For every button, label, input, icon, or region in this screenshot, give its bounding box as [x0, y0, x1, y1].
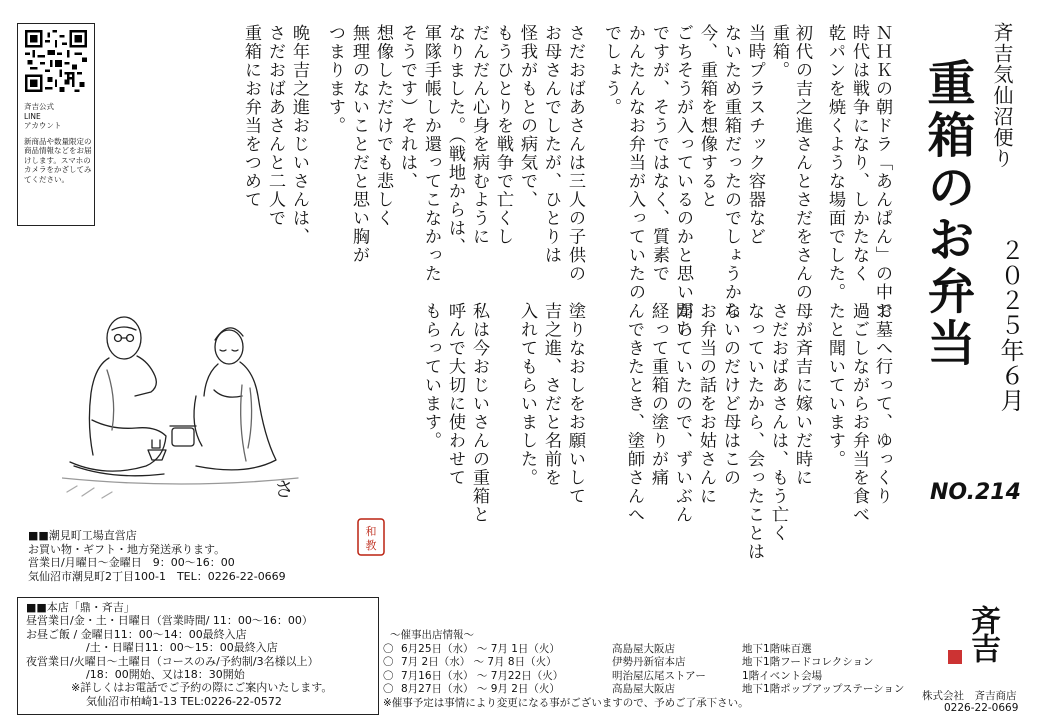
essay-column: 今、重箱を想像すると [697, 24, 717, 209]
qr-code[interactable] [25, 30, 87, 92]
event-dates: 6月25日（水） ～ 7月 1日（火） [401, 643, 560, 656]
main-store-line: 昼営業日/金・土・日曜日（営業時間/ 11：00～16：00） [26, 614, 313, 628]
page-title: 重箱のお弁当 [919, 58, 975, 370]
essay-column: ＮＨＫの朝ドラ「あんぱん」の中で [872, 24, 892, 320]
essay-column: さだおばあさんは三人の子供の [565, 24, 585, 283]
logo-stamp [948, 650, 962, 664]
essay-column: 想像しただけでも悲しく [373, 24, 393, 228]
essay-column: 初代の吉之進さんとさだをさんの [792, 24, 812, 302]
essay-column: 入れてもらいました。 [517, 302, 537, 487]
event-row [383, 656, 943, 669]
line-account-label: 斉吉公式 LINE アカウント [24, 102, 62, 130]
event-row [383, 643, 943, 656]
illustrator-signature: さ [274, 477, 294, 501]
essay-column: そうです）それは、 [397, 24, 417, 191]
company-phone: 0226-22-0669 [944, 702, 1019, 714]
main-store-line: /18：00開始、又は18：30開始 [86, 668, 245, 682]
essay-column: さだおばあさんと二人で [265, 24, 285, 228]
line-qr-panel [17, 23, 95, 226]
event-note: ※催事予定は事情により変更になる事がございますので、予めご了承下さい。 [383, 696, 749, 709]
essay-column: 経って重箱の塗りが痛 [648, 302, 668, 487]
essay-column: 怪我がもとの病気で、 [517, 24, 537, 209]
event-dates: 8月27日（水） ～ 9月 2日（火） [401, 682, 560, 695]
essay-column: 晩年吉之進おじいさんは、 [289, 24, 309, 246]
essay-column: 乾パンを焼くような場面でした。 [825, 24, 845, 302]
essay-column: 当時プラスチック容器など [745, 24, 765, 246]
event-store: 伊勢丹新宿本店 [612, 656, 686, 669]
essay-column: ないため重箱だったのでしょうから [721, 24, 741, 320]
essay-column: 母が斉吉に嫁いだ時に [792, 302, 812, 487]
event-mark: 〇 [383, 669, 394, 682]
essay-column: かんたんなお弁当が入っていたの [625, 24, 645, 302]
event-mark: 〇 [383, 682, 394, 695]
main-store-line: ※詳しくはお電話でご予約の際にご案内いたします。 [71, 681, 333, 695]
event-dates: 7月 2日（水） ～ 7月 8日（火） [401, 656, 557, 669]
event-floor: 地下1階ポップアップステーション [742, 682, 905, 695]
essay-column: ないのだけど母はこの [720, 302, 740, 487]
essay-column: お墓へ行って、ゆっくり [872, 302, 892, 506]
factory-shop-services: お買い物・ギフト・地方発送承ります。 [28, 542, 226, 556]
event-mark: 〇 [383, 643, 394, 656]
event-schedule [383, 629, 943, 710]
event-floor: 地下1階フードコレクション [742, 656, 874, 669]
essay-column: なりました。（戦地からは、 [445, 24, 465, 256]
essay-column: 無理のないことだと思い胸が [349, 24, 369, 265]
main-store-line: お昼ご飯 / 金曜日11：00～14：00最終入店 [26, 627, 247, 641]
essay-column: 時代は戦争になり、しかたなく [849, 24, 869, 283]
factory-shop-hours: 営業日/月曜日～金曜日 9：00～16：00 [28, 556, 235, 569]
main-store-line: 夜営業日/火曜日～土曜日（コースのみ/予約制/3名様以上） [26, 654, 319, 668]
event-floor: 1階イベント会場 [742, 669, 823, 682]
main-store-info [17, 597, 379, 715]
main-store-line: 気仙沼市柏崎1-13 TEL:0226-22-0572 [86, 694, 282, 708]
essay-column: たと聞いています。 [825, 302, 845, 469]
essay-column: つまります。 [325, 24, 345, 135]
essay-column: んできたとき、塗師さんへ [624, 302, 644, 524]
essay-column: 聞いていたので、ずいぶん [672, 302, 692, 524]
svg-text:教: 教 [365, 539, 377, 552]
company-name: 株式会社 斉吉商店 [922, 690, 1017, 702]
essay-column: なっていたから、会ったことは [744, 302, 764, 561]
issue-number: NO.214 [930, 480, 1021, 505]
factory-shop-heading: ■■潮見町工場直営店 [28, 529, 137, 542]
essay-column: お母さんでしたが、ひとりは [541, 24, 561, 265]
event-store: 高島屋大阪店 [612, 643, 675, 656]
essay-column: 吉之進、さだと名前を [541, 302, 561, 487]
qr-caption [24, 102, 92, 190]
issue-date: ２０２５年６月 [996, 238, 1024, 413]
event-store: 明治屋広尾ストアー [612, 669, 706, 682]
main-store-line: /土・日曜日11：00～15：00最終入店 [86, 641, 278, 655]
essay-column: もらっています。 [421, 302, 441, 450]
event-row [383, 683, 943, 696]
main-store-heading: ■■本店「鼎・斉吉」 [26, 601, 135, 614]
essay-column: だんだん心身を病むように [469, 24, 489, 246]
essay-column: ですが、そうではなく、質素で [649, 24, 669, 283]
event-schedule-title: ～催事出店情報～ [390, 629, 474, 641]
event-row [383, 670, 943, 683]
elderly-couple-illustration [62, 300, 302, 510]
factory-shop-info [28, 529, 286, 583]
essay-column: もうひとりを戦争で亡くし [493, 24, 513, 246]
event-store: 高島屋大阪店 [612, 682, 675, 695]
essay-column: 重箱にお弁当をつめて [241, 24, 261, 209]
artist-seal [357, 518, 385, 556]
essay-column: ごちそうが入っているのかと思いがち [673, 24, 693, 339]
essay-column: さだおばあさんは、もう亡く [768, 302, 788, 543]
company-logo: 斉吉 [965, 605, 1000, 661]
essay-column: 私は今おじいさんの重箱と [469, 302, 489, 524]
event-dates: 7月16日（水） ～ 7月22日（火） [401, 669, 564, 682]
factory-shop-address: 気仙沼市潮見町2丁目100-1 TEL：0226-22-0669 [28, 569, 286, 583]
essay-column: 軍隊手帳しか還ってこなかった [421, 24, 441, 283]
essay-column: 過ごしながらお弁当を食べ [849, 302, 869, 524]
svg-text:和: 和 [365, 525, 377, 538]
essay-column: 重箱。 [769, 24, 789, 80]
line-description: 新商品や数量限定の商品情報などをお届けします。スマホのカメラをかざしてみてください。 [24, 136, 92, 184]
event-floor: 地下1階味百選 [742, 643, 812, 656]
essay-column: お弁当の話をお姑さんに [696, 302, 716, 506]
essay-column: 呼んで大切に使わせて [445, 302, 465, 487]
event-mark: 〇 [383, 656, 394, 669]
essay-column: 塗りなおしをお願いして [565, 302, 585, 506]
series-title: 斉吉気仙沼便り [990, 22, 1014, 169]
essay-column: でしょう。 [601, 24, 621, 117]
